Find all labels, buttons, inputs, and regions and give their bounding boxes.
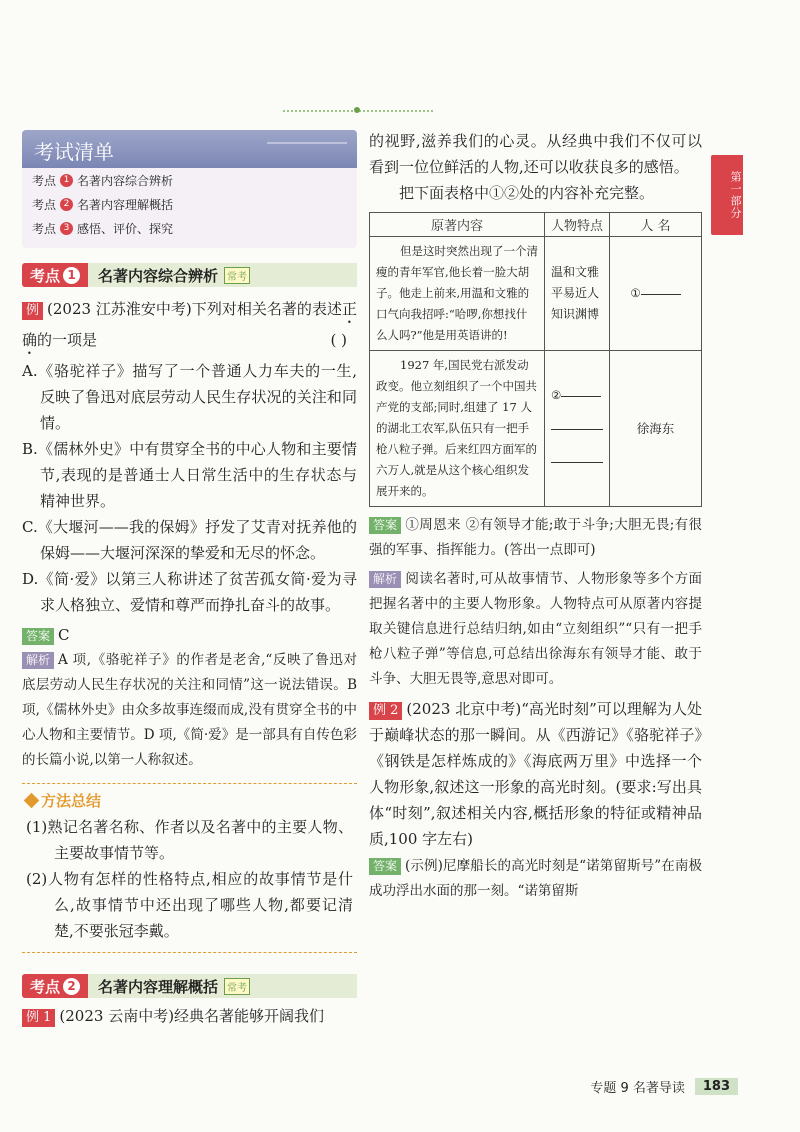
table-row <box>370 351 702 507</box>
table-cell-content: 1927 年,国民党右派发动政变。他立刻组织了一个中国共产党的支部;同时,组建了 17 人的湖北工农军,队伍只有一把手枪八粒子弹。后来红四方面军的六万人,就是从这个核心组织发展开来的。 <box>370 351 545 507</box>
question-1-answer: 答案 C <box>22 622 357 648</box>
exam-checklist-title: 考试清单 <box>22 130 357 168</box>
frequency-badge: 常考 <box>224 978 250 995</box>
point1-header <box>22 262 357 288</box>
question-1-analysis: 解析 A 项,《骆驼祥子》的作者是老舍,“反映了鲁迅对底层劳动人民生存状况的关注和同情”这一说法错误。B 项,《儒林外史》由众多故事连缀而成,没有贯穿全书的中心人物和主要情节。D 项,《简·爱》是一部具有自传色彩的长篇小说,以第一人称叙述。 <box>22 652 357 768</box>
analysis-label: 解析 <box>22 652 54 669</box>
header-decoration-dot <box>354 107 360 113</box>
fill-blank[interactable] <box>641 294 681 295</box>
example-1-instruction: 把下面表格中①②处的内容补充完整。 <box>399 184 655 202</box>
table-cell-content: 但是这时突然出现了一个清瘦的青年军官,他长着一脸大胡子。他走上前来,用温和文雅的口气向我招呼:“哈啰,你想找什么人吗?”他是用英语讲的! <box>370 237 545 351</box>
answer-label: 答案 <box>369 858 401 875</box>
example-1-stem-continued: 的视野,滋养我们的心灵。从经典中我们不仅可以看到一位位鲜活的人物,还可以收获良多的感悟。 <box>369 132 702 176</box>
fill-blank[interactable] <box>551 462 603 463</box>
table-cell-trait: 温和文雅平易近人知识渊博 <box>545 237 610 351</box>
table-cell-trait: ② <box>545 351 610 507</box>
exam-point-item: 考点 3 感悟、评价、探究 <box>32 221 174 236</box>
example-1-answer: 答案 ①周恩来 ②有领导才能;敢于斗争;大胆无畏;有很强的军事、指挥能力。(答出一点即可) <box>369 517 702 558</box>
option-c: C.《大堰河——我的保姆》抒发了艾青对抚养他的保姆——大堰河深深的挚爱和无尽的怀念。 <box>22 518 357 562</box>
number-badge: 3 <box>60 222 73 235</box>
example-label: 例 2 <box>369 702 402 720</box>
number-badge: 2 <box>60 198 73 211</box>
left-column <box>22 130 357 1029</box>
point-tag: 考点 2 <box>22 974 88 998</box>
exam-point-item: 考点 1 名著内容综合辨析 <box>32 173 174 188</box>
example-1-stem: 例 1 (2023 云南中考)经典名著能够开阔我们 <box>22 1003 357 1029</box>
analysis-label: 解析 <box>369 571 401 588</box>
example-1-table <box>369 212 702 507</box>
page-number: 183 <box>695 1078 738 1095</box>
number-badge: 1 <box>60 174 73 187</box>
option-b: B.《儒林外史》中有贯穿全书的中心人物和主要情节,表现的是普通士人日常生活中的生存状态与精神世界。 <box>22 440 357 510</box>
exam-point-item: 考点 2 名著内容理解概括 <box>32 197 174 212</box>
right-column <box>369 128 702 904</box>
answer-label: 答案 <box>22 628 54 645</box>
example-label: 例 1 <box>22 1009 55 1027</box>
example-label: 例 <box>22 302 43 320</box>
option-d: D.《简·爱》以第三人称讲述了贫苦孤女简·爱为寻求人格独立、爱情和尊严而挣扎奋斗的故事。 <box>22 570 357 614</box>
table-header: 原著内容 <box>370 213 545 237</box>
page-footer <box>590 1077 738 1096</box>
table-header: 人物特点 <box>545 213 610 237</box>
example-2-answer: 答案 (示例)尼摩船长的高光时刻是“诺第留斯号”在南极成功浮出水面的那一刻。“诺第留斯 <box>369 858 702 899</box>
point1-title: 名著内容综合辨析 常考 <box>88 263 357 287</box>
footer-topic: 专题 9 名著导读 <box>590 1081 685 1096</box>
table-cell-name: ① <box>610 237 702 351</box>
point2-header <box>22 973 357 999</box>
example-2-stem: 例 2 (2023 北京中考)“高光时刻”可以理解为人处于巅峰状态的那一瞬间。从《西游记》《骆驼祥子》《钢铁是怎样炼成的》《海底两万里》中选择一个人物形象,叙述这一形象的高光时刻。(要求:写出具体“时刻”,叙述相关内容,概括形象的特征或精神品质,100 字左右) <box>369 700 702 848</box>
example-1-analysis: 解析 阅读名著时,可从故事情节、人物形象等多个方面把握名著中的主要人物形象。人物特点可从原著内容提取关键信息进行总结归纳,如由“立刻组织”“只有一把手枪八粒子弹”等信息,可总结出徐海东有领导才能、敢于斗争、大胆无畏等,意思对即可。 <box>369 571 702 687</box>
table-cell-name: 徐海东 <box>610 351 702 507</box>
fill-blank[interactable] <box>551 429 603 430</box>
method-item: (1)熟记名著名称、作者以及名著中的主要人物、主要故事情节等。 <box>26 818 353 862</box>
method-summary-box <box>22 783 357 953</box>
option-a: A.《骆驼祥子》描写了一个普通人力车夫的一生,反映了鲁迅对底层劳动人民生存状况的关注和同情。 <box>22 362 357 432</box>
table-row <box>370 237 702 351</box>
fill-blank[interactable] <box>561 396 601 397</box>
answer-paren: ( ) <box>330 331 347 349</box>
table-header: 人 名 <box>610 213 702 237</box>
question-1-stem: 例 (2023 江苏淮安中考)下列对相关名著的表述正确的一项是 ( ) <box>22 296 357 358</box>
point2-title: 名著内容理解概括 常考 <box>88 974 357 998</box>
answer-label: 答案 <box>369 517 401 534</box>
exam-checklist-box <box>22 130 357 248</box>
frequency-badge: 常考 <box>224 267 250 284</box>
method-icon <box>24 793 40 809</box>
point-tag: 考点 1 <box>22 263 88 287</box>
method-item: (2)人物有怎样的性格特点,相应的故事情节是什么,故事情节中还出现了哪些人物,都要记清楚,不要张冠李戴。 <box>26 870 353 940</box>
section-side-tab[interactable]: 第一部分 <box>711 155 743 235</box>
method-summary-title: 方法总结 <box>26 790 353 811</box>
